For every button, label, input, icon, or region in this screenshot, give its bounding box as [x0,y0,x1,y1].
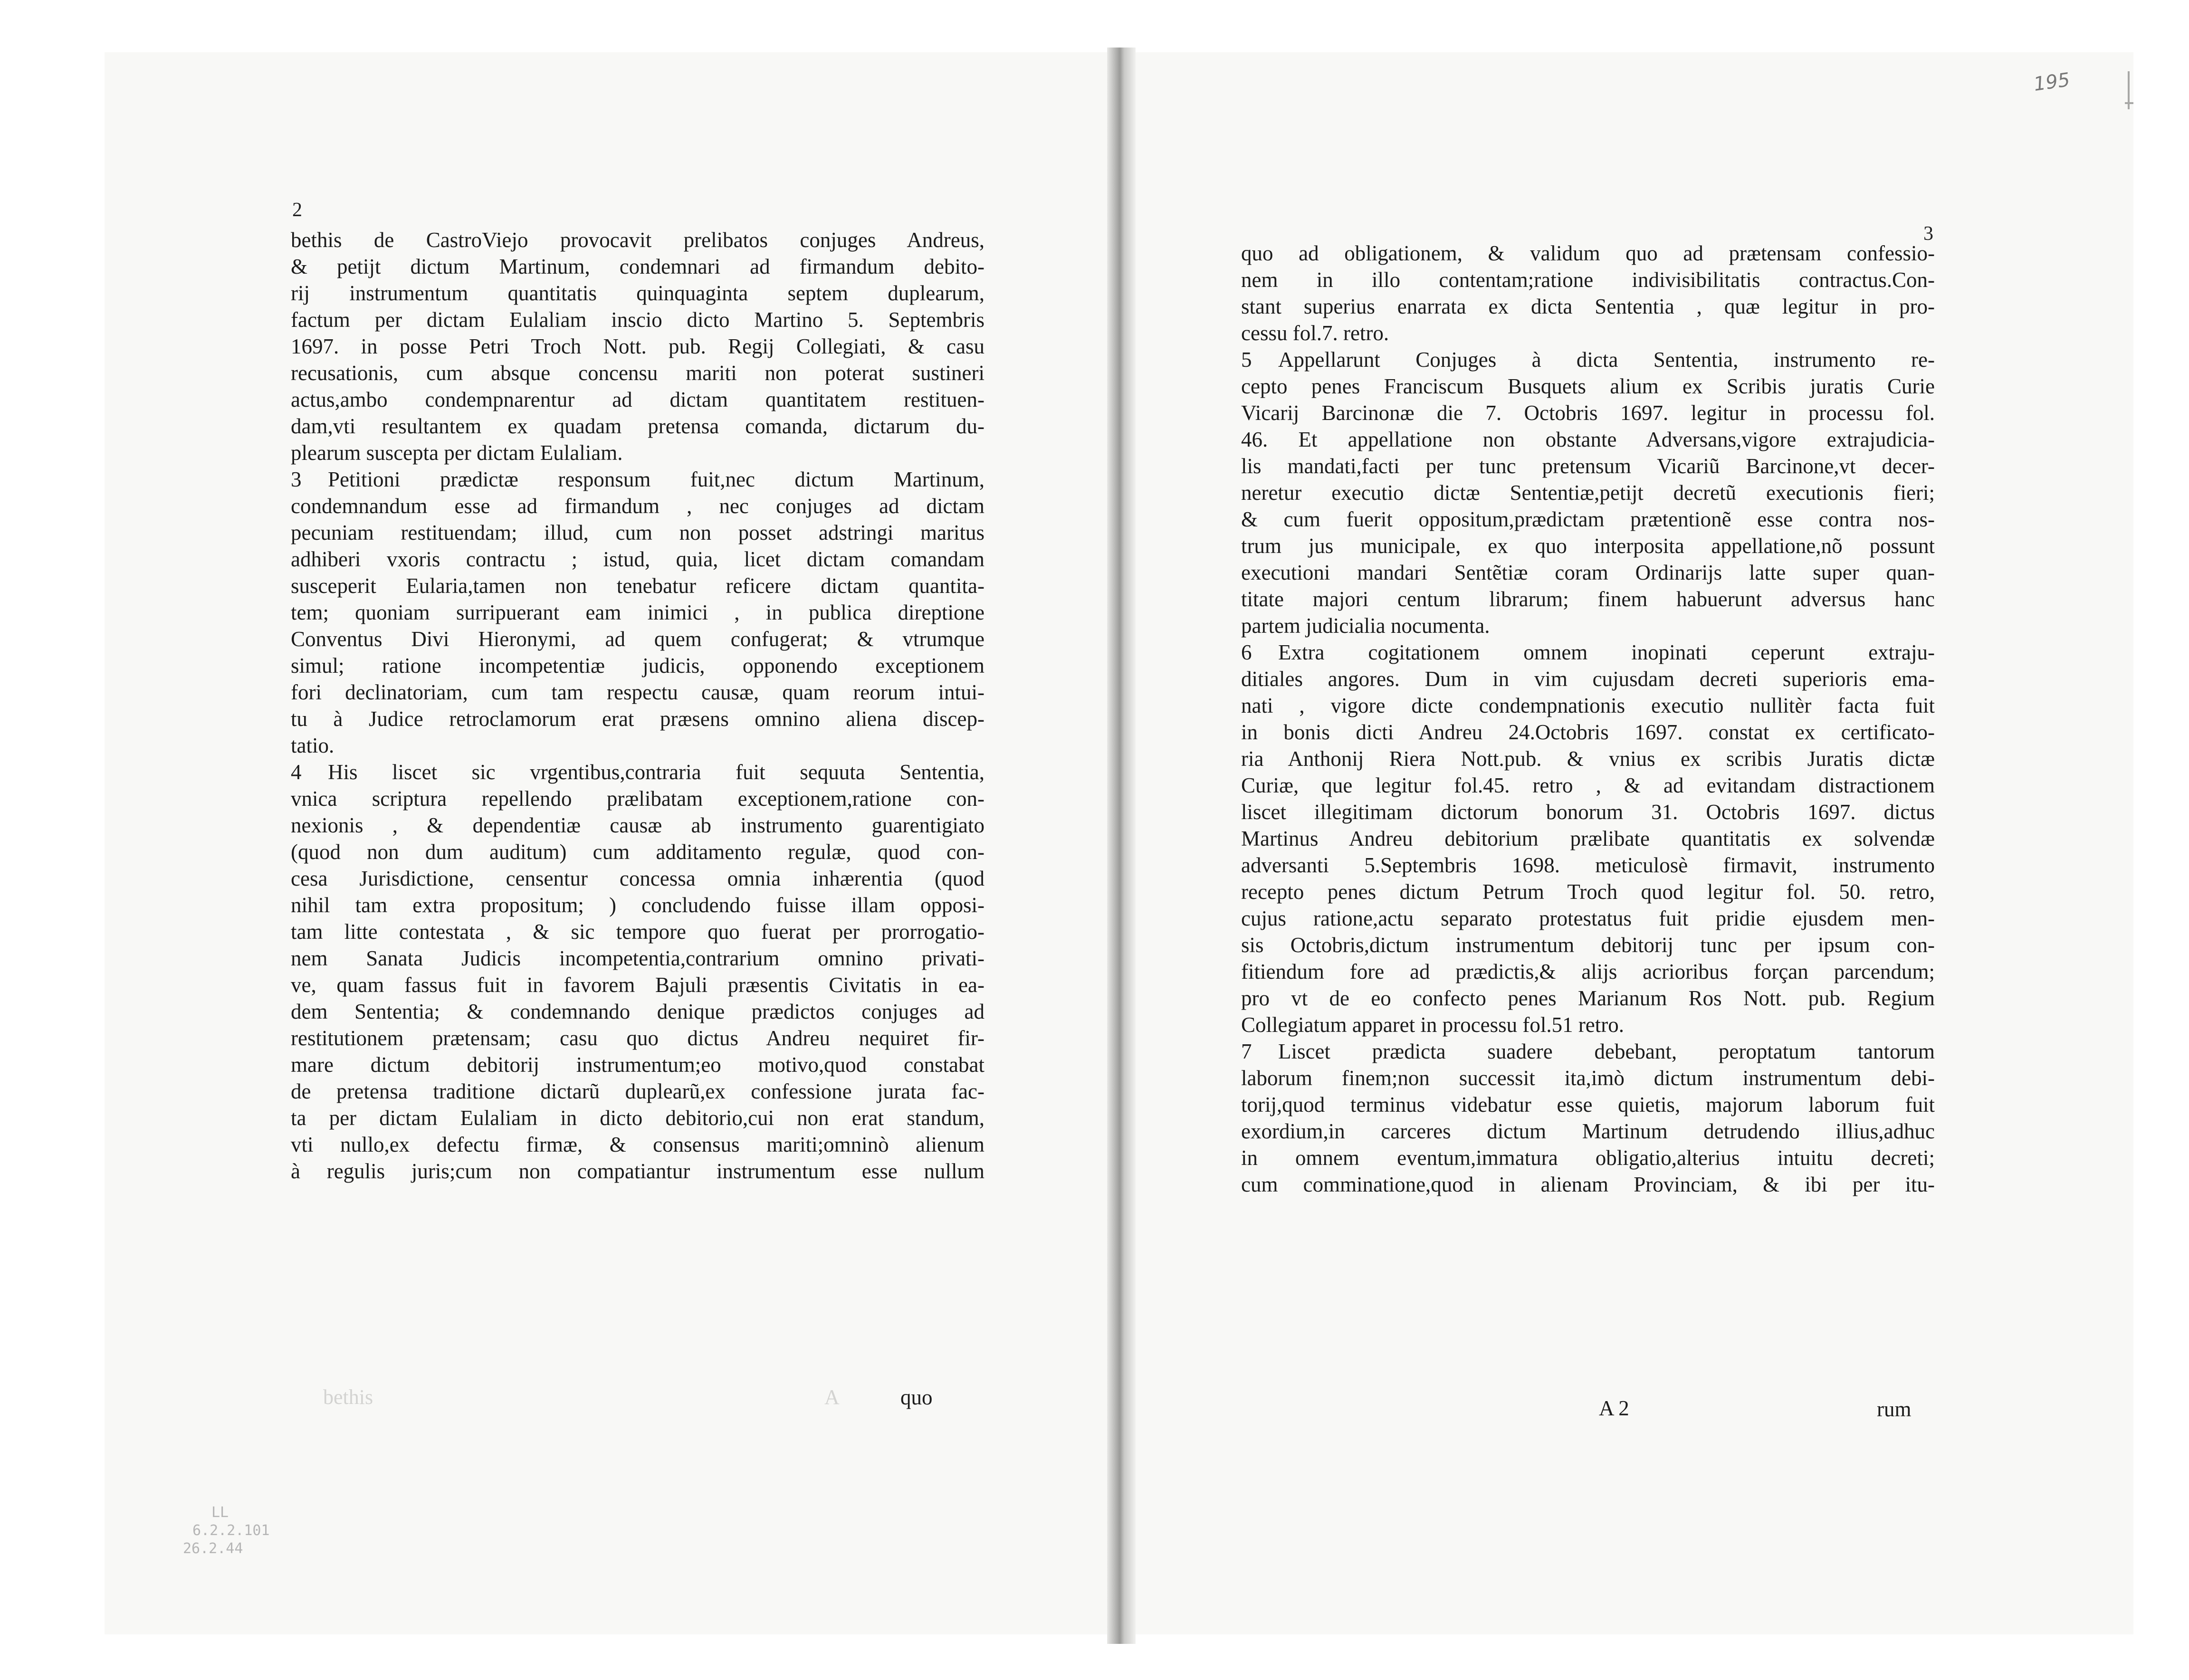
text-line: trum jus municipale, ex quo interposita appellatione,nõ possunt [1241,534,1935,558]
text-line: simul; ratione incompetentiæ judicis, opponendo exceptionem [291,654,985,678]
paragraph-number: 3 [291,468,302,491]
text-line: tam litte contestata , & sic tempore quo fuerat per prorrogatio- [291,920,985,944]
text-line: Conventus Divi Hieronymi, ad quem confugerat; & vtrumque [291,627,985,651]
paragraph-number: 6 [1241,640,1252,664]
text-line: cepto penes Franciscum Busquets alium ex Scribis juratis Curie [1241,374,1935,398]
text-line: adhiberi vxoris contractu ; istud, quia, licet dictam comandam [291,547,985,571]
text-line: dem Sententia; & condemnando denique prædictos conjuges ad [291,1000,985,1023]
right-page-number: 3 [1923,223,1933,245]
text-line: cessu fol.7. retro. [1241,321,1389,345]
text-line: pro vt de eo confecto penes Marianum Ros Nott. pub. Regium [1241,986,1935,1010]
text-line: 6 Extra cogitationem omnem inopinati ceperunt extraju- [1241,639,1935,666]
archive-stamp [183,1504,270,1558]
text-line: & cum fuerit oppositum,prædictam prætentionẽ esse contra nos- [1241,507,1935,531]
bleed-through-letter: A [824,1385,840,1409]
text-line: rij instrumentum quantitatis quinquaginta septem duplearum, [291,281,985,305]
text-line: 3 Petitioni prædictæ responsum fuit,nec dictum Martinum, [291,466,985,493]
text-line: recepto penes dictum Petrum Troch quod legitur fol. 50. retro, [1241,880,1935,904]
book-gutter [1107,48,1136,1644]
text-line: tem; quoniam surripuerant eam inimici , in publica direptione [291,601,985,624]
text-line: 46. Et appellatione non obstante Adversans,vigore extrajudicia- [1241,428,1935,451]
text-line: in omnem eventum,immatura obligatio,alterius intuitu decreti; [1241,1146,1935,1170]
signature-mark: A 2 [1599,1396,1629,1420]
text-line: ve, quam fassus fuit in favorem Bajuli præsentis Civitatis in ea- [291,973,985,997]
text-line: cesa Jurisdictione, censentur concessa omnia inhærentia (quod [291,867,985,890]
text-line: tu à Judice retroclamorum erat præsens omnino aliena discep- [291,707,985,731]
text-line: stant superius enarrata ex dicta Sententia , quæ legitur in pro- [1241,295,1935,318]
text-line: de pretensa traditione dictarũ duplearũ,ex confessione jurata fac- [291,1079,985,1103]
page-edge-tick [2125,102,2133,104]
text-line: exordium,in carceres dictum Martinum detrudendo illius,adhuc [1241,1119,1935,1143]
text-line: nem in illo contentam;ratione indivisibilitatis contractus.Con- [1241,268,1935,292]
text-line: 1697. in posse Petri Troch Nott. pub. Regij Collegiati, & casu [291,334,985,358]
text-line: adversanti 5.Septembris 1698. meticulosè firmavit, instrumento [1241,853,1935,877]
paragraph-number: 5 [1241,348,1252,372]
text-line: vnica scriptura repellendo prælibatam exceptionem,ratione con- [291,787,985,811]
text-line: & petijt dictum Martinum, condemnari ad firmandum debito- [291,255,985,278]
archive-mark-line: 26.2.44 [183,1540,243,1557]
text-line: vti nullo,ex defectu firmæ, & consensus mariti;omninò alienum [291,1133,985,1156]
text-line: fori declinatoriam, cum tam respectu causæ, quam reorum intui- [291,680,985,704]
left-catchword: quo [900,1385,933,1409]
text-line: liscet illegitimam dictorum bonorum 31. Octobris 1697. dictus [1241,800,1935,824]
text-line: restitutionem prætensam; casu quo dictus Andreu nequiret fir- [291,1026,985,1050]
text-line: 4 His liscet sic vrgentibus,contraria fuit sequuta Sententia, [291,759,985,785]
text-line: Martinus Andreu debitorium prælibate quantitatis ex solvendæ [1241,827,1935,850]
text-line: fitiendum fore ad prædictis,& alijs acrioribus forçan parcendum; [1241,960,1935,983]
text-line: nati , vigore dicte condempnationis executio nullitèr facta fuit [1241,694,1935,717]
text-line: condemnandum esse ad firmandum , nec conjuges ad dictam [291,494,985,518]
text-line: nihil tam extra propositum; ) concludendo fuisse illam opposi- [291,893,985,917]
text-line: mare dictum debitorij instrumentum;eo motivo,quod constabat [291,1053,985,1077]
text-line: partem judicialia nocumenta. [1241,614,1490,638]
text-line: (quod non dum auditum) cum additamento regulæ, quod con- [291,840,985,864]
text-line: Collegiatum apparet in processu fol.51 retro. [1241,1013,1625,1037]
text-line: ria Anthonij Riera Nott.pub. & vnius ex scribis Juratis dictæ [1241,747,1935,771]
right-catchword: rum [1877,1397,1912,1421]
text-line: à regulis juris;cum non compatiantur instrumentum esse nullum [291,1159,985,1183]
text-line: Curiæ, que legitur fol.45. retro , & ad evitandam distractionem [1241,773,1935,797]
text-line: cujus ratione,actu separato protestatus fuit pridie ejusdem men- [1241,907,1935,930]
text-line: cum comminatione,quod in alienam Provinciam, & ibi per itu- [1241,1173,1935,1196]
text-line: actus,ambo condempnarentur ad dictam quantitatem restituen- [291,388,985,411]
archive-mark-line: 6.2.2.101 [192,1522,270,1539]
text-line: executioni mandari Sentẽtiæ coram Ordinarijs latte super quan- [1241,561,1935,584]
text-line: 7 Liscet prædicta suadere debebant, peroptatum tantorum [1241,1038,1935,1065]
text-line: ta per dictam Eulaliam in dicto debitorio,cui non erat standum, [291,1106,985,1130]
text-line: plearum suscepta per dictam Eulaliam. [291,441,623,465]
paragraph-number: 7 [1241,1040,1252,1063]
text-line: ditiales angores. Dum in vim cujusdam decreti superioris ema- [1241,667,1935,691]
text-line: bethis de CastroViejo provocavit prelibatos conjuges Andreus, [291,228,985,252]
text-line: pecuniam restituendam; illud, cum non posset adstringi maritus [291,521,985,544]
right-page-text [1241,240,1935,1198]
text-line: tatio. [291,734,335,757]
paragraph-number: 4 [291,760,302,784]
text-line: sis Octobris,dictum instrumentum debitorij tunc per ipsum con- [1241,933,1935,957]
text-line: factum per dictam Eulaliam inscio dicto Martino 5. Septembris [291,308,985,332]
text-line: Vicarij Barcinonæ die 7. Octobris 1697. legitur in processu fol. [1241,401,1935,425]
left-page-number: 2 [292,199,302,221]
text-line: quo ad obligationem, & validum quo ad prætensam confessio- [1241,241,1935,265]
left-page-text [291,227,985,1184]
text-line: titate majori centum librarum; finem habuerunt adversus hanc [1241,587,1935,611]
text-line: neretur executio dictæ Sententiæ,petijt decretũ executionis fieri; [1241,481,1935,505]
text-line: torij,quod terminus videbatur esse quietis, majorum laborum fuit [1241,1093,1935,1117]
folio-mark: 195 [2032,68,2072,96]
archive-mark-line: LL [211,1504,229,1521]
text-line: recusationis, cum absque concensu mariti non poterat sustineri [291,361,985,385]
text-line: laborum finem;non successit ita,imò dictum instrumentum debi- [1241,1066,1935,1090]
text-line: nem Sanata Judicis incompetentia,contrarium omnino privati- [291,946,985,970]
text-line: 5 Appellarunt Conjuges à dicta Sententia, instrumento re- [1241,346,1935,373]
text-line: nexionis , & dependentiæ causæ ab instrumento guarentigiato [291,813,985,837]
text-line: lis mandati,facti per tunc pretensum Vicariũ Barcinone,vt decer- [1241,454,1935,478]
bleed-through-word: bethis [323,1385,373,1409]
text-line: susceperit Eularia,tamen non tenebatur reficere dictam quantita- [291,574,985,598]
text-line: in bonis dicti Andreu 24.Octobris 1697. constat ex certificato- [1241,720,1935,744]
text-line: dam,vti resultantem ex quadam pretensa comanda, dictarum du- [291,414,985,438]
